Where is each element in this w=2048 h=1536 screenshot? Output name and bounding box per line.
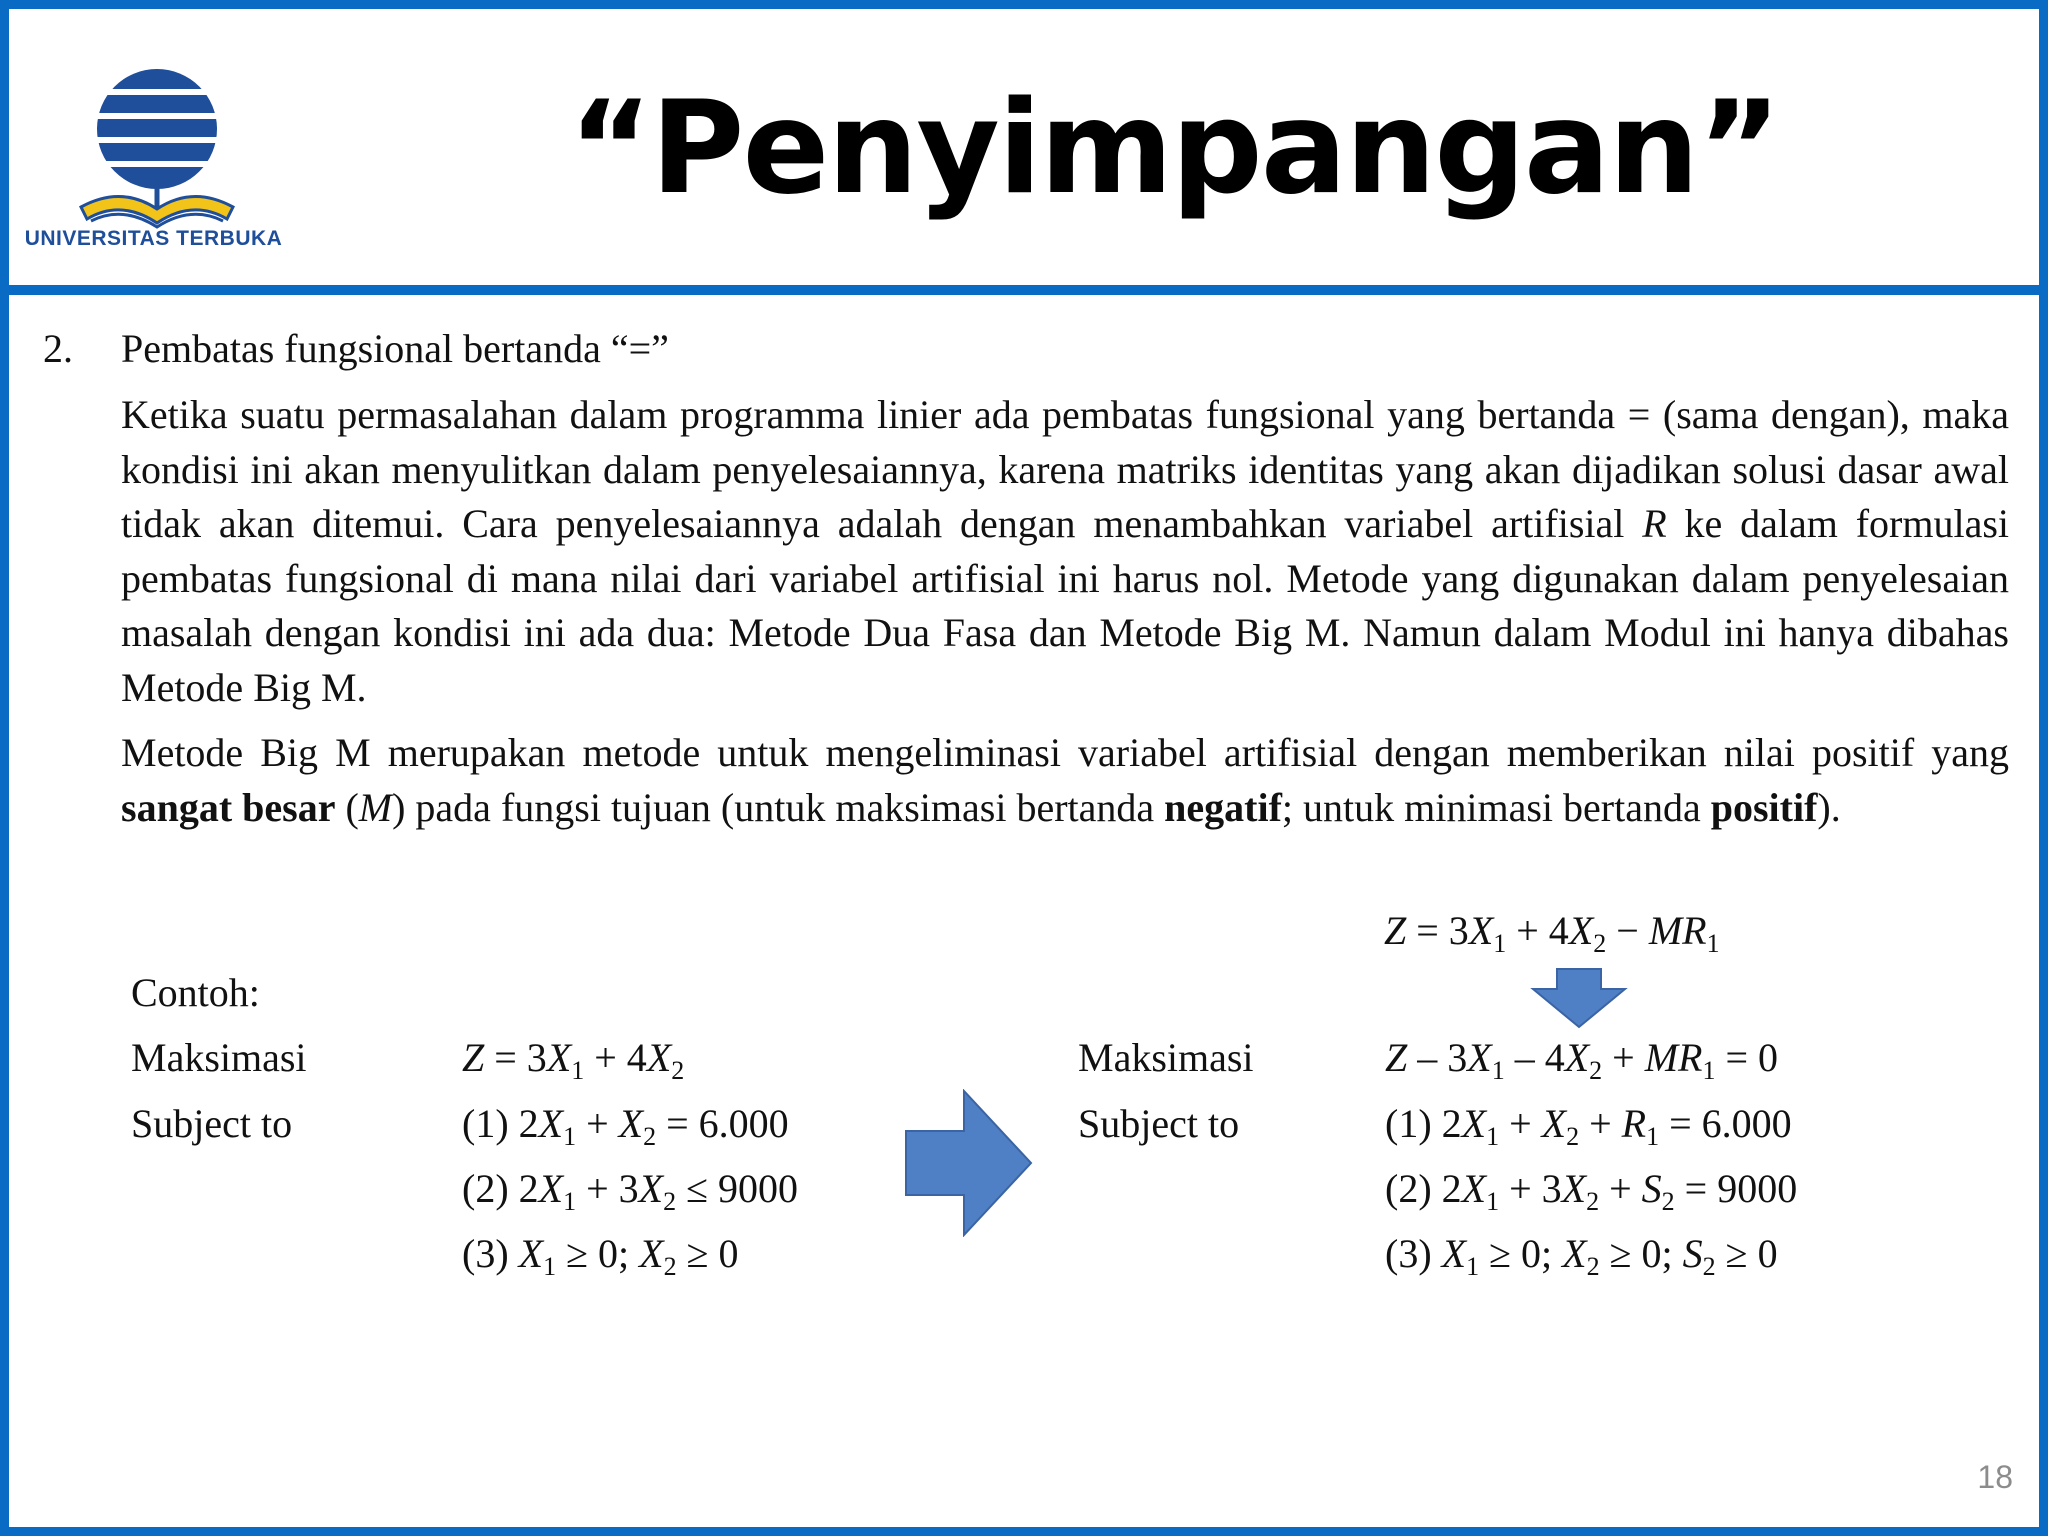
- paragraph-2: [121, 726, 2009, 835]
- example-label: Contoh:: [131, 970, 260, 1015]
- p2-text-e: ) pada fungsi tujuan (untuk maksimasi bertanda: [392, 784, 1165, 830]
- left-subject-label: Subject to: [131, 1101, 293, 1146]
- p2-text-c: (: [335, 784, 359, 830]
- left-constraint-1: (1) $2X_1 + X_2 = 6.000$: [462, 1101, 789, 1151]
- p2-bold-positif: positif: [1710, 784, 1818, 830]
- left-constraint-3: (3) $X_1 \ge 0$; $X_2 \ge 0$: [462, 1231, 739, 1281]
- right-subject-label: Subject to: [1078, 1101, 1240, 1146]
- right-top-equation: $Z = 3X_1 + 4X_2 - MR_1$: [1384, 908, 1720, 958]
- item-number: 2.: [43, 326, 73, 371]
- down-arrow-icon: [1529, 967, 1629, 1029]
- header-divider: [9, 285, 2039, 295]
- p2-text-i: ).: [1817, 784, 1841, 830]
- right-constraint-2: (2) $2X_1 + 3X_2 + S_2 = 9000$: [1385, 1166, 1798, 1216]
- p2-italic-m: M: [358, 784, 393, 830]
- paragraph-1: Ketika suatu permasalahan dalam programma linier ada pembatas fungsional yang bertanda = (sama dengan), maka kondisi ini akan menyulitkan dalam penyelesaiannya, karena matriks identitas yang akan dijadikan solusi dasar awal tidak akan ditemui. Cara penyelesaiannya adalah dengan menambahkan variabel artifisial R ke dalam formulasi pembatas fungsional di mana nilai dari variabel artifisial ini harus nol. Metode yang digunakan dalam penyelesaian masalah dengan kondisi ini ada dua: Metode Dua Fasa dan Metode Big M. Namun dalam Modul ini hanya dibahas Metode Big M.: [121, 392, 2010, 710]
- p2-text-g: ; untuk minimasi bertanda: [1281, 784, 1711, 830]
- right-constraint-1: (1) $2X_1 + X_2 + R_1 = 6.000$: [1385, 1101, 1792, 1151]
- left-maksimasi-label: Maksimasi: [131, 1035, 307, 1080]
- p2-bold-negatif: negatif: [1164, 784, 1282, 830]
- right-objective: $Z - 3X_1 - 4X_2 + MR_1 = 0$: [1385, 1035, 1779, 1085]
- slide-title: “Penyimpangan”: [568, 74, 1780, 223]
- p2-text-a: Metode Big M merupakan metode untuk mengeliminasi variabel artifisial dengan memberikan nilai positif yang: [121, 730, 2009, 775]
- p2-bold-sangat-besar: sangat besar: [121, 784, 336, 830]
- item-title: Pembatas fungsional bertanda “=”: [121, 326, 669, 371]
- logo-text: UNIVERSITAS TERBUKA: [24, 227, 283, 250]
- page-number: 18: [1977, 1459, 2013, 1495]
- right-arrow-icon: [904, 1089, 1034, 1237]
- right-constraint-3: (3) $X_1 \ge 0$; $X_2 \ge 0$; $S_2 \ge 0$: [1385, 1231, 1778, 1281]
- left-constraint-2: (2) $2X_1 + 3X_2 \le 9000$: [462, 1166, 799, 1216]
- left-objective: $Z = 3X_1 + 4X_2$: [462, 1035, 685, 1085]
- right-maksimasi-label: Maksimasi: [1078, 1035, 1254, 1080]
